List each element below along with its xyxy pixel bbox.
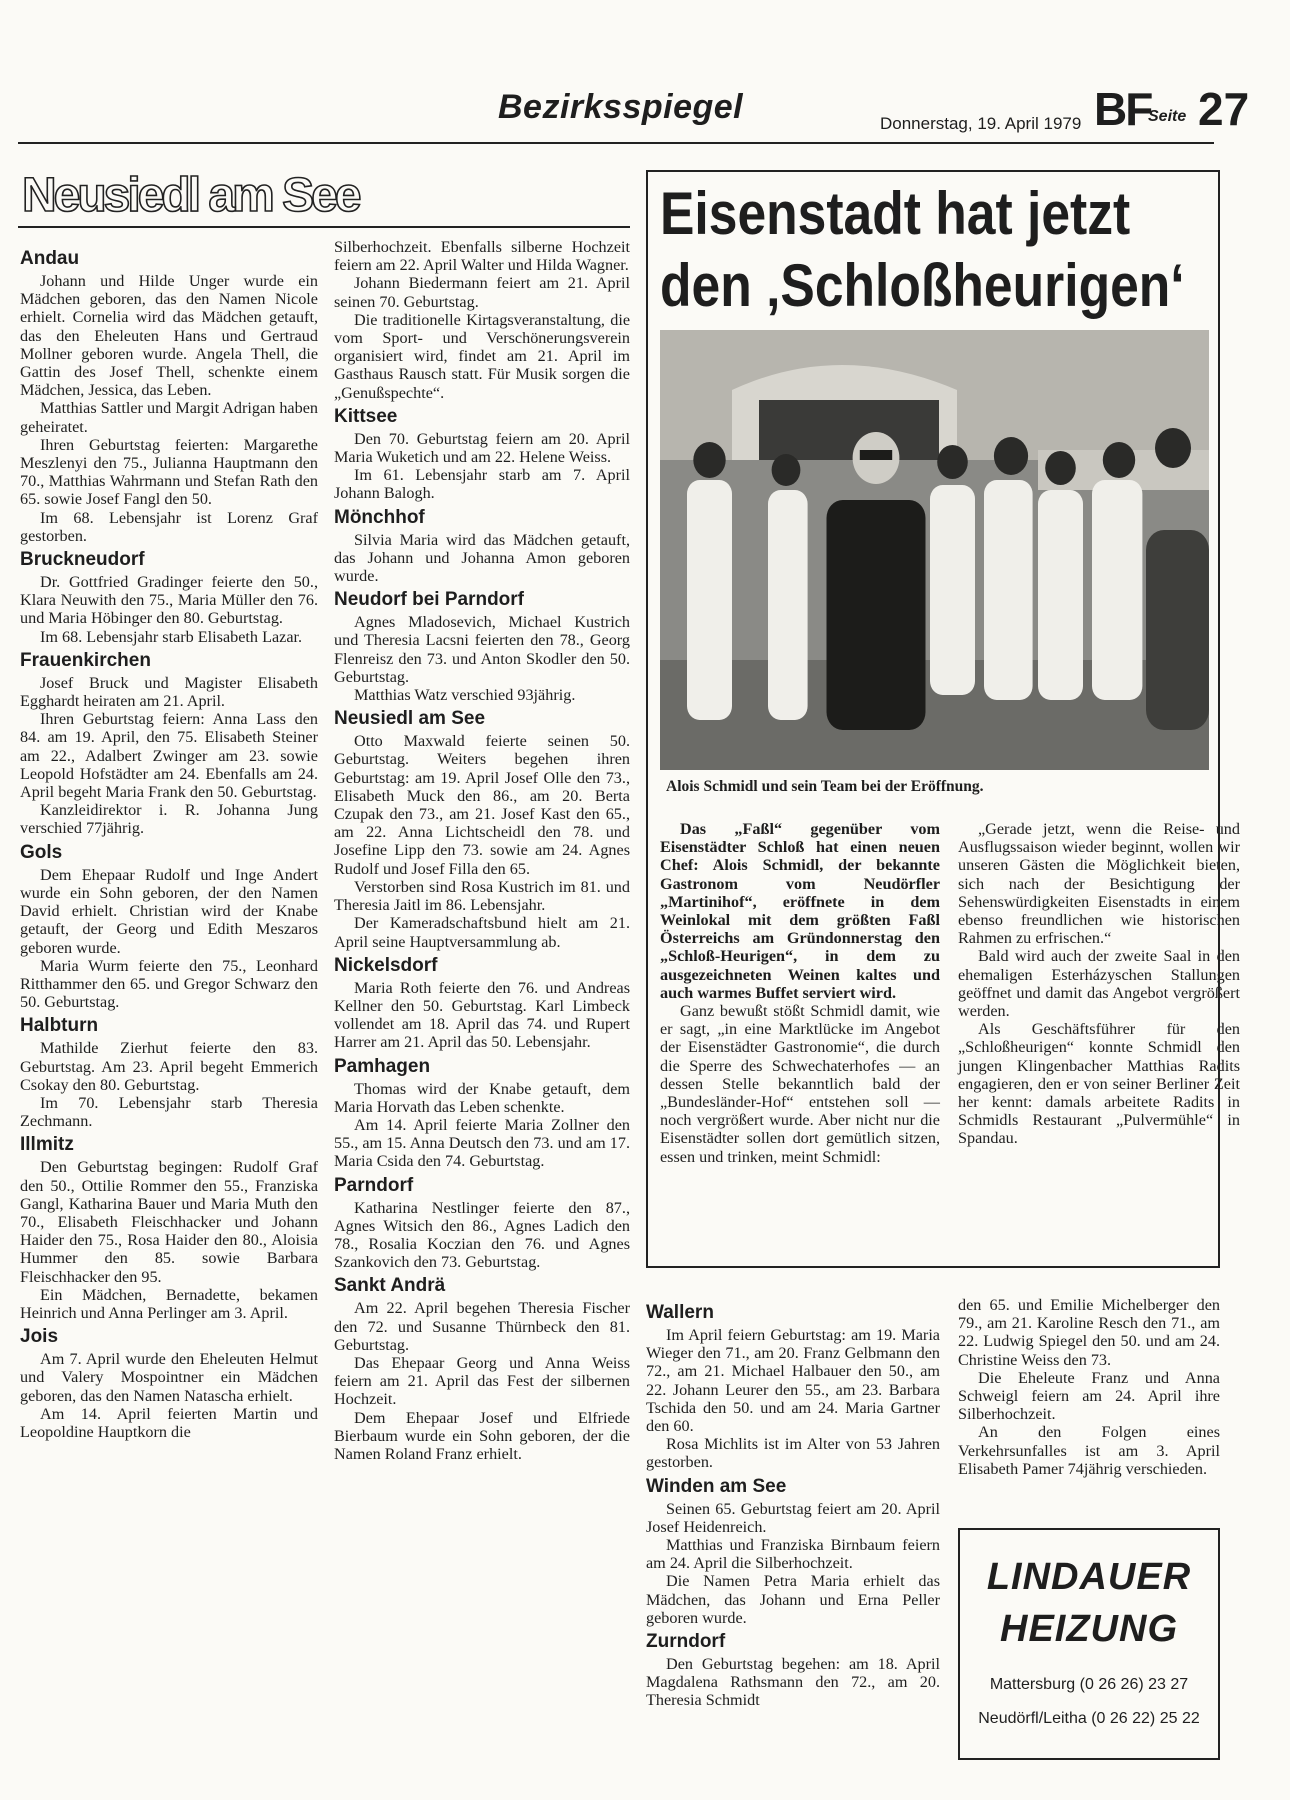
notice-paragraph: Silberhochzeit. Ebenfalls silberne Hochzeit feiern am 22. April Walter und Hilda Wagner. — [334, 238, 630, 275]
page-label: Seite — [1148, 108, 1187, 125]
region-rule — [18, 226, 630, 228]
ad-phone-neudoerfl: Neudörfl/Leitha (0 26 22) 25 22 — [978, 1710, 1200, 1727]
feature-text-left — [660, 820, 940, 1166]
notice-paragraph: Der Kameradschaftsbund hielt am 21. April seine Hauptversammlung ab. — [334, 914, 630, 951]
notice-paragraph: Im 68. Lebensjahr starb Elisabeth Lazar. — [40, 627, 303, 646]
notice-paragraph: Maria Wurm feierte den 75., Leonhard Ritthammer den 65. und Gregor Schwarz den 50. Geburtstag. — [20, 956, 318, 1012]
notice-paragraph: Ihren Geburtstag feiern: Anna Lass den 84. am 19. April, den 75. Elisabeth Steiner am 22., Adalbert Zwinger am 23. sowie Leopold Hofstädter am 24. Ebenfalls am 24. April begeht Maria Frank den 50. Geburtstag. — [20, 710, 318, 802]
notice-paragraph: Die Eheleute Franz und Anna Schweigl feiern am 24. April ihre Silberhochzeit. — [958, 1368, 1220, 1424]
town-heading: Pamhagen — [334, 1055, 431, 1077]
region-title: Neusiedl am See — [22, 169, 359, 222]
town-heading: Mönchhof — [334, 506, 425, 528]
feature-lead: Das „Faßl“ gegenüber vom Eisenstädter Schloß hat einen neuen Chef: Alois Schmidl, der bekannte Gastronom vom Neudörfler „Martinihof“, eröffnete in dem Weinlokal mit dem größten Faßl Österreichs am Gründonnerstag den „Schloß-Heurigen“, in dem zu ausgezeichneten Weinen kaltes und auch warmes Buffet serviert wird. — [660, 820, 940, 1002]
team-photo — [660, 330, 1209, 770]
notice-paragraph: Agnes Mladosevich, Michael Kustrich und Theresia Lacsni feierten den 78., Georg Flenreisz den 73. und Anton Skodler den 50. Geburtstag. — [334, 613, 630, 686]
notice-paragraph: Die Namen Petra Maria erhielt das Mädchen, das Johann und Erna Peller geboren wurde. — [646, 1572, 940, 1627]
notice-paragraph: den 65. und Emilie Michelberger den 79., am 21. Karoline Resch den 71., am 22. Ludwig Spiegel den 50. und am 24. Christine Weiss den 73. — [958, 1296, 1220, 1369]
town-heading: Andau — [20, 248, 80, 269]
town-heading: Bruckneudorf — [20, 549, 145, 571]
town-heading: Gols — [20, 841, 63, 863]
headline-line-2: den ‚Schloßheurigen‘ — [660, 252, 1185, 319]
feature-paragraph: Ganz bewußt stößt Schmidl damit, wie er sagt, „in eine Marktlücke im Angebot der Eisenstädter Gastronomie“, die durch die Sperre des Schwechaterhofes — an dessen Stelle bekanntlich bald der „Bundesländer-Hof“ entstehen soll — noch vergrößert wurde. Aber nicht nur die Eisenstädter sollen dort gemütlich sitzen, essen und trinken, meint Schmidl: — [660, 1002, 940, 1166]
notice-paragraph: Im April feiern Geburtstag: am 19. Maria Wieger den 71., am 20. Franz Gelbmann den 72., am 21. Michael Halbauer den 50., am 22. Johann Leurer den 55., am 23. Barbara Tschida den 50. und am 24. Maria Gartner den 60. — [646, 1326, 940, 1436]
town-heading: Kittsee — [334, 405, 398, 427]
notice-paragraph: Silvia Maria wird das Mädchen getauft, das Johann und Johanna Amon geboren wurde. — [334, 530, 630, 586]
notice-paragraph: Den Geburtstag begingen: Rudolf Graf den 50., Ottilie Rommer den 55., Franziska Gangl, Katharina Bauer und Maria Muth den 70., Elisabeth Fleischhacker und Johann Haider den 75., Rosa Haider den 80., Aloisia Hummer den 85. sowie Barbara Fleischhacker den 95. — [20, 1158, 318, 1286]
section-title: Bezirksspiegel — [498, 88, 744, 126]
column-5 — [958, 1296, 1220, 1478]
town-heading: Jois — [20, 1326, 59, 1348]
town-heading: Zurndorf — [646, 1631, 726, 1653]
feature-headline — [660, 178, 1185, 322]
notice-paragraph: Matthias Sattler und Margit Adrigan haben geheiratet. — [20, 399, 318, 436]
notice-paragraph: Am 14. April feierte Maria Zollner den 55., am 15. Anna Deutsch den 73. und am 17. Maria Csida den 74. Geburtstag. — [334, 1115, 630, 1171]
town-heading: Frauenkirchen — [20, 649, 151, 671]
town-heading: Wallern — [646, 1302, 714, 1323]
town-heading: Winden am See — [646, 1475, 787, 1497]
notice-paragraph: Das Ehepaar Georg und Anna Weiss feiern am 21. April das Fest der silbernen Hochzeit. — [334, 1353, 630, 1409]
notice-paragraph: Mathilde Zierhut feierte den 83. Geburtstag. Am 23. April begeht Emmerich Csokay den 80. Geburtstag. — [20, 1039, 318, 1094]
town-heading: Sankt Andrä — [334, 1275, 446, 1297]
town-heading: Parndorf — [334, 1174, 414, 1196]
headline-line-1: Eisenstadt hat jetzt — [660, 180, 1131, 247]
notice-paragraph: Am 7. April wurde den Eheleuten Helmut und Valery Mospointner ein Mädchen geboren, das den Namen Natascha erhielt. — [20, 1350, 318, 1405]
photo-caption: Alois Schmidl und sein Team bei der Eröffnung. — [666, 778, 984, 795]
notice-paragraph: Am 22. April begehen Theresia Fischer den 72. und Susanne Thürnbeck den 81. Geburtstag. — [334, 1299, 630, 1354]
notice-paragraph: Ihren Geburtstag feierten: Margarethe Meszlenyi den 75., Julianna Hauptmann den 70., Matthias Wahrmann und Stefan Rath den 65. sowie Josef Fangl den 50. — [20, 435, 318, 509]
notice-paragraph: Dr. Gottfried Gradinger feierte den 50., Klara Neuwith den 75., Maria Müller den 76. und Maria Höbinger den 80. Geburtstag. — [20, 573, 318, 628]
feature-paragraph: „Gerade jetzt, wenn die Reise- und Ausflugssaison wieder beginnt, wollen wir unseren Gästen die Möglichkeit bieten, sich nach der Besichtigung der Sehenswürdigkeiten Eisenstadts in einem ebenso freundlichen wie historischen Rahmen zu erfrischen.“ — [958, 820, 1240, 948]
notice-paragraph: Am 14. April feierten Martin und Leopoldine Hauptkorn die — [20, 1404, 318, 1441]
town-heading: Halbturn — [20, 1015, 99, 1037]
column-2 — [334, 238, 630, 1463]
notice-paragraph: Den Geburtstag begehen: am 18. April Magdalena Rathsmann den 72., am 20. Theresia Schmidt — [646, 1655, 940, 1710]
notice-paragraph: Kanzleidirektor i. R. Johanna Jung verschied 77jährig. — [20, 801, 318, 838]
column-4 — [646, 1298, 940, 1710]
notice-paragraph: Im 61. Lebensjahr starb am 7. April Johann Balogh. — [334, 466, 630, 503]
feature-paragraph: Bald wird auch der zweite Saal in den ehemaligen Esterházyschen Stallungen geöffnet und damit das Angebot vergrößert werden. — [958, 947, 1240, 1021]
newspaper-logo: BF — [1094, 83, 1152, 135]
notice-paragraph: Im 70. Lebensjahr starb Theresia Zechmann. — [20, 1093, 318, 1131]
notice-paragraph: Verstorben sind Rosa Kustrich im 81. und Theresia Jaitl im 86. Lebensjahr. — [334, 877, 630, 915]
ad-phone-mattersburg: Mattersburg (0 26 26) 23 27 — [989, 1676, 1189, 1693]
notice-paragraph: Maria Roth feierte den 76. und Andreas Kellner den 50. Geburtstag. Karl Limbeck vollendet am 18. April das 74. und Rupert Harrer am 21. April das 50. Lebensjahr. — [334, 978, 630, 1052]
notice-paragraph: Otto Maxwald feierte seinen 50. Geburtstag. Weiters begehen ihren Geburtstag: am 19. April Josef Olle den 73., Elisabeth Muck den 86., am 20. Berta Czupak den 73., am 21. Josef Kast den 65., am 22. Anna Lichtscheidl den 78. und Josefine Lipp den 73. sowie am 24. Agnes Rudolf und Josef Filla den 65. — [334, 732, 630, 878]
notice-paragraph: Matthias Watz verschied 93jährig. — [354, 686, 576, 705]
feature-paragraph: Als Geschäftsführer für den „Schloßheurigen“ konnte Schmidl den jungen Klingenbacher Matthias Radits engagieren, den er von seiner Berliner Zeit her kennt: damals arbeitete Radits in Schmidls Restaurant „Pulvermühle“ in Spandau. — [958, 1020, 1240, 1148]
feature-text-right — [958, 820, 1240, 1148]
notice-paragraph: Dem Ehepaar Rudolf und Inge Andert wurde ein Sohn geboren, der den Namen David erhielt. Christian wird der Knabe getauft, der Georg und Edith Meszaros geboren wurde. — [20, 865, 318, 957]
notice-paragraph: Seinen 65. Geburtstag feiert am 20. April Josef Heidenreich. — [646, 1499, 940, 1536]
notice-paragraph: Josef Bruck und Magister Elisabeth Egghardt heiraten am 21. April. — [20, 673, 318, 711]
notice-paragraph: Katharina Nestlinger feierte den 87., Agnes Witsich den 86., Agnes Ladich den 78., Rosalia Koczian den 76. und Agnes Szankovich den 73. Geburtstag. — [334, 1198, 630, 1272]
feature-photo — [660, 330, 1209, 770]
page-number: 27 — [1198, 83, 1250, 135]
ad-brand-line-2: HEIZUNG — [1000, 1608, 1178, 1650]
town-heading: Neudorf bei Parndorf — [334, 589, 525, 611]
column-1 — [20, 244, 318, 1441]
notice-paragraph: Den 70. Geburtstag feiern am 20. April Maria Wuketich und am 22. Helene Weiss. — [334, 429, 630, 467]
notice-paragraph: Rosa Michlits ist im Alter von 53 Jahren gestorben. — [646, 1435, 940, 1472]
notice-paragraph: Im 68. Lebensjahr ist Lorenz Graf gestorben. — [20, 508, 318, 545]
notice-paragraph: Dem Ehepaar Josef und Elfriede Bierbaum wurde ein Sohn geboren, der die Namen Roland Franz erhielt. — [334, 1408, 630, 1463]
notice-paragraph: Johann und Hilde Unger wurde ein Mädchen geboren, das den Namen Nicole erhielt. Cornelia wird das Mädchen getauft, das den Eheleuten Hans und Gertraud Mollner geboren wurde. Angela Thell, die Gattin des Josef Thell, schenkte einem Mädchen, Jessica, das Leben. — [20, 272, 318, 400]
town-heading: Illmitz — [20, 1134, 74, 1156]
notice-paragraph: Matthias und Franziska Birnbaum feiern am 24. April die Silberhochzeit. — [646, 1536, 940, 1573]
notice-paragraph: Die traditionelle Kirtagsveranstaltung, die vom Sport- und Verschönerungsverein organisiert wird, findet am 21. April im Gasthaus Rausch statt. Für Musik sorgen die „Genußspechte“. — [334, 310, 630, 402]
town-heading: Nickelsdorf — [334, 954, 438, 976]
header-rule — [18, 142, 1214, 144]
notice-paragraph: Ein Mädchen, Bernadette, bekamen Heinrich und Anna Perlinger am 3. April. — [20, 1285, 318, 1322]
issue-date: Donnerstag, 19. April 1979 — [880, 114, 1082, 133]
notice-paragraph: Johann Biedermann feiert am 21. April seinen 70. Geburtstag. — [334, 274, 630, 311]
notice-paragraph: Thomas wird der Knabe getauft, dem Maria Horvath das Leben schenkte. — [334, 1079, 630, 1116]
town-heading: Neusiedl am See — [334, 708, 486, 730]
notice-paragraph: An den Folgen eines Verkehrsunfalles ist am 3. April Elisabeth Pamer 74jährig verschieden. — [958, 1423, 1220, 1478]
ad-brand-line-1: LINDAUER — [986, 1556, 1192, 1598]
